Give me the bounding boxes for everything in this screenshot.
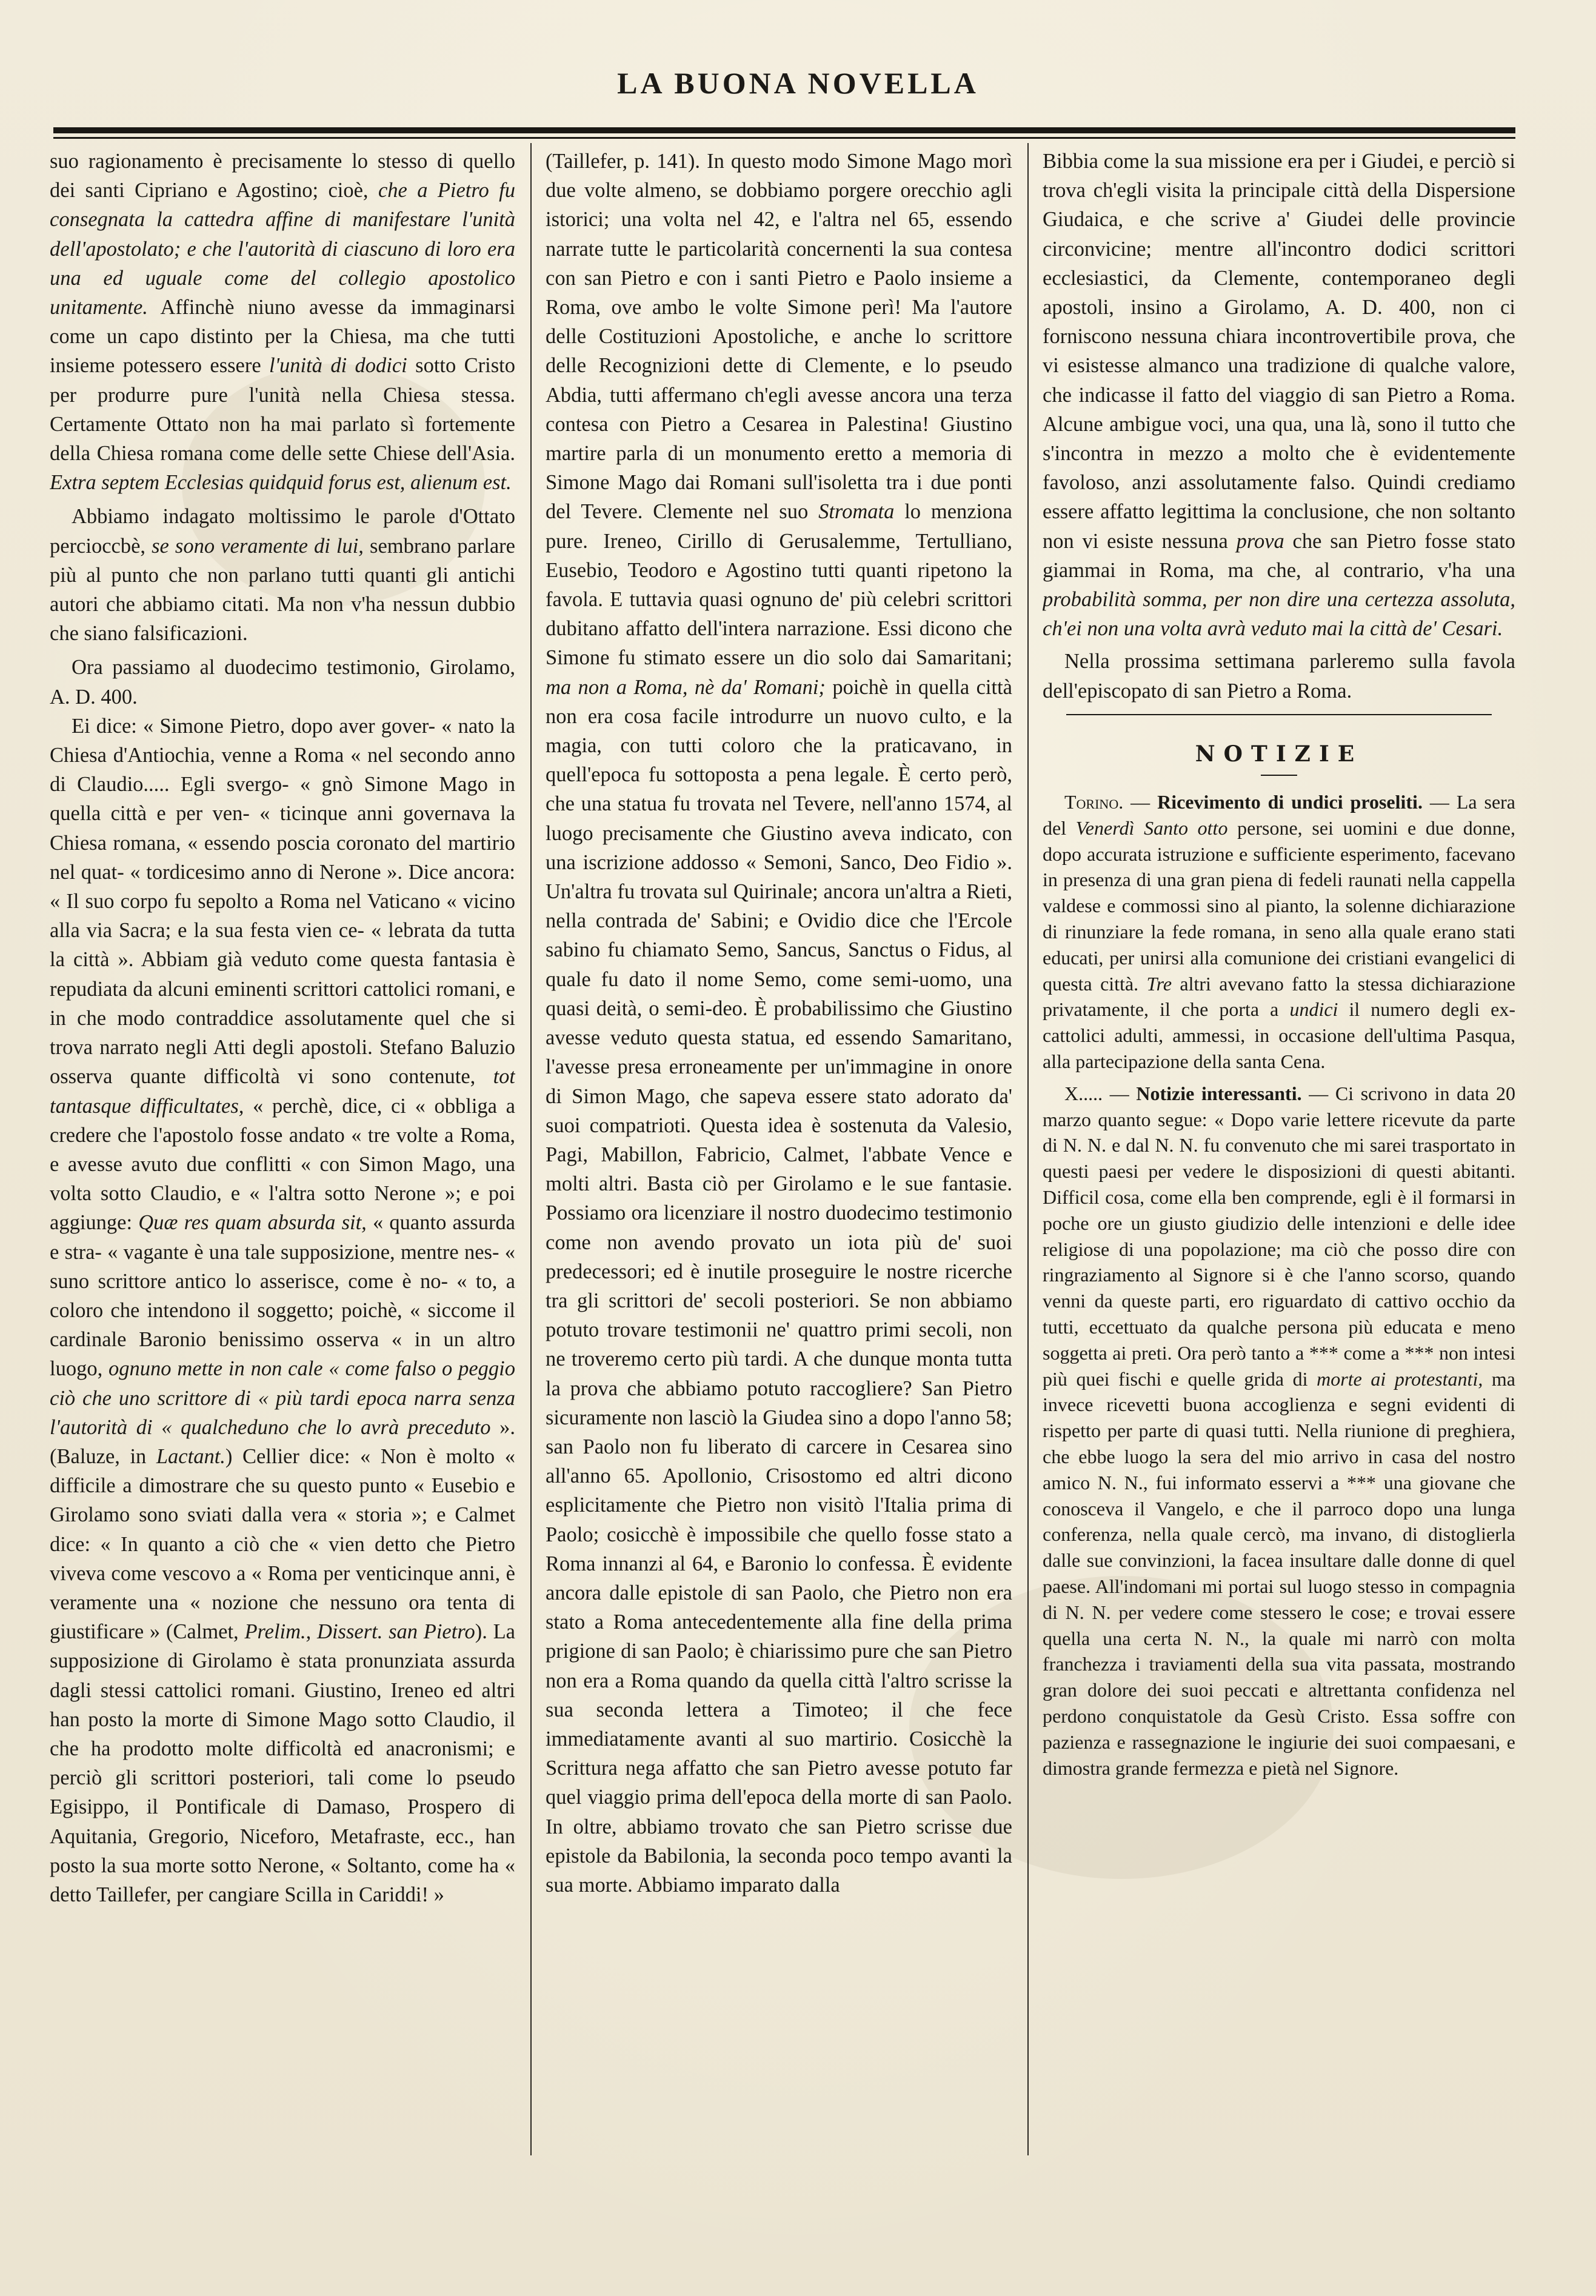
header-rule-thin xyxy=(53,137,1515,139)
column-divider xyxy=(530,143,532,2155)
news-headline: Ricevimento di undici proseliti. xyxy=(1157,791,1423,813)
article-column-3 xyxy=(1043,147,1515,2165)
paragraph: Abbiamo indagato moltissimo le parole d'Ottato percioccbè, se sono veramente di lui, sembrano parlare più al punto che non parlano tutti quanti gli antichi autori che abbiamo citati. Ma non v'ha nessun dubbio che siano falsificazioni. xyxy=(50,505,515,646)
paragraph: Ora passiamo al duodecimo testimonio, Girolamo, A. D. 400. xyxy=(50,656,515,709)
news-list xyxy=(1043,789,1515,1781)
column-divider xyxy=(1027,143,1029,2155)
article-column-2 xyxy=(546,147,1012,2165)
masthead-title: LA BUONA NOVELLA xyxy=(617,66,979,100)
header-rule-thick xyxy=(53,127,1515,133)
paragraph: suo ragionamento è precisamente lo stesso di quello dei santi Cipriano e Agostino; cioè, che a Pietro fu consegnata la cattedra affine di manifestare l'unità dell'apostolato; e che l'autorità di ciascuno di loro era una ed uguale come del collegio apostolico unitamente. Affinchè niuno avesse da immaginarsi come un capo distinto per la Chiesa, ma che tutti insieme potessero essere l'unità di dodici sotto Cristo per produrre pure l'unità nella Chiesa stessa. Certamente Ottato non ha mai parlato sì fortemente della Chiesa romana come delle sette Chiese dell'Asia. Extra septem Ecclesias quidquid forus est, alienum est. xyxy=(50,150,515,495)
section-title-notizie: NOTIZIE xyxy=(1195,741,1363,767)
news-headline: Notizie interessanti. xyxy=(1136,1082,1302,1104)
news-place: X..... xyxy=(1064,1082,1103,1104)
paragraph: Bibbia come la sua missione era per i Giudei, e perciò si trova ch'egli visita la principale città della Dispersione Giudaica, e che scrive a' Giudei delle provincie circonvicine; mentre all'incontro dodici scrittori ecclesiastici, da Clemente, contemporaneo degli apostoli, insino a Girolamo, A. D. 400, non ci forniscono nessuna chiara incontrovertibile prova, che vi esistesse almanco una tradizione di qualche valore, che indicasse il fatto del viaggio di san Pietro a Roma. Alcune ambigue voci, una qua, una là, sono il tutto che s'incontra in mezzo a molto che è evidentemente favoloso, anzi assolutamente falso. Quindi crediamo essere affatto legittima la conclusione, che non soltanto non vi esiste nessuna prova che san Pietro fosse stato giammai in Roma, ma che, al contrario, v'ha una probabilità somma, per non dire una certezza assoluta, ch'ei non una volta avrà veduto mai la città de' Cesari. xyxy=(1043,150,1515,641)
news-place: Torino. xyxy=(1064,791,1124,813)
paragraph: (Taillefer, p. 141). In questo modo Simone Mago morì due volte almeno, se dobbiamo porgere orecchio agli istorici; una volta nel 42, e l'altra nel 65, essendo narrate tutte le particolarità concernenti la sua contesa con san Pietro e con i santi Pietro e Paolo insieme a Roma, ove ambo le volte Simone perì! Ma l'autore delle Costituzioni Apostoliche, e anche lo scrittore delle Recognizioni dette di Clemente, e lo pseudo Abdia, tutti affermano ch'egli avesse ancora una terza contesa con Pietro a Cesarea in Palestina! Giustino martire parla di un monumento eretto a memoria di Simone Mago dai Romani sull'isoletta tra i due ponti del Tevere. Clemente nel suo Stromata lo menziona pure. Ireneo, Cirillo di Gerusalemme, Tertulliano, Eusebio, Teodoro e Agostino tutti quanti ripetono la favola. E tuttavia quasi ognuno de' più celebri scrittori dubitano affatto dell'intera narrazione. Essi dicono che Simone fu stimato essere un dio solo dai Samaritani; ma non a Roma, nè da' Romani; poichè in quella città non era cosa facile introdurre un nuovo culto, e la magia, con tutti coloro che la praticavano, in quell'epoca fu sottoposta a pena legale. È certo però, che una statua fu trovata nel Tevere, nell'anno 1574, al luogo precisamente che Giustino aveva indicato, con una iscrizione addosso « Semoni, Sanco, Deo Fidio ». Un'altra fu trovata sul Quirinale; ancora un'altra a Rieti, nella contrada de' Sabini; e Ovidio dice che l'Ercole sabino fu chiamato Semo, Sancus, Sanctus o Fidus, al quale fu dato il nome Semo, come semi-uomo, una quasi deità, o semi-deo. È probabilissimo che Giustino avesse veduto questa statua, ed essendo Samaritano, l'avesse presa erroneamente per un'immagine in onore di Simon Mago, che sapeva essere stato adorato da' suoi compatrioti. Questa idea è sostenuta da Valesio, Pagi, Mabillon, Fabricio, Calmet, l'abbate Vence e molti altri. Basta ciò per Girolamo e le sue fantasie. Possiamo ora licenziare il nostro duodecimo testimonio come non avendo provato un iota più de' suoi predecessori; ed è inutile proseguire le nostre ricerche tra gli scrittori de' secoli posteriori. Se non abbiamo potuto trovare testimonii ne' quattro primi secoli, non ne troveremo certo più tardi. A che dunque monta tutta la prova che abbiamo potuto raccogliere? San Pietro sicuramente non lasciò la Giudea sino a dopo l'anno 58; san Paolo non fu liberato di carcere in Cesarea sino all'anno 65. Apollonio, Crisostomo ed altri dicono esplicitamente che Pietro non visitò l'Italia prima di Paolo; cosicchè è impossibile che quello fosse stato a Roma innanzi al 64, e Baronio lo confessa. È evidente ancora dalle epistole di san Paolo, che Pietro non era stato a Roma antecedentemente alla fine della prima prigione di san Paolo; è chiarissimo pure che san Pietro non era a Roma quando da quella città l'altro scrisse la sua seconda lettera a Timoteo; il che fece immediatamente avanti al suo martirio. Cosicchè la Scrittura nega affatto che san Pietro avesse potuto far quel viaggio prima dell'epoca della morte di san Paolo. In oltre, abbiamo trovato che san Pietro scrisse due epistole da Babilonia, la seconda poco tempo avanti la sua morte. Abbiamo imparato dalla xyxy=(546,150,1012,1897)
section-subrule xyxy=(1261,775,1297,776)
article-column-1 xyxy=(50,147,515,2165)
news-item: X..... — Notizie interessanti. — Ci scrivono in data 20 marzo quanto segue: « Dopo varie lettere ricevute da parte di N. N. e dal N. N. fu convenuto che mi sarei trasportato in questi paesi per vedere le disposizioni di questi abitanti. Difficil cosa, come ella ben comprende, egli è il formarsi in poche ore un giusto giudizio delle intenzioni e delle idee religiose di una popolazione; ma ciò che posso dire con ringraziamento al Signore si è che l'anno scorso, quando venni da queste parti, ero riguardato di cattivo occhio da tutti, eccettuato da qualche persona più educata e meno soggetta ai preti. Ora però tanto a *** come a *** non intesi più quei fischi e quelle grida di morte ai protestanti, ma invece ricevetti buona accoglienza e segni evidenti di rispetto per parte di quasi tutti. Nella riunione di preghiera, che ebbe luogo la sera del mio arrivo in casa del nostro amico N. N., fui informato esservi a *** una giovane che conosceva il Vangelo, e che il parroco dopo una lunga conferenza, nella quale cercò, ma invano, di distoglierla dalle sue convinzioni, la facea insultare dalle donne di quel paese. All'indomani mi portai sul luogo stesso in compagnia di N. N. per vedere come stessero le cose; e trovai essere quella una certa N. N., la quale mi narrò con molta franchezza i traviamenti della sua vita passata, mostrando gran dolore dei suoi peccati e altrettanta confidenza nel perdono conquistatole da Gesù Cristo. Essa soffre con pazienza e rassegnazione le ingiurie dei suoi compaesani, e dimostra grande fermezza e pietà nel Signore. xyxy=(1043,1082,1515,1779)
paragraph: Nella prossima settimana parleremo sulla favola dell'episcopato di san Pietro a Roma. xyxy=(1043,650,1515,702)
paragraph: Ei dice: « Simone Pietro, dopo aver gover- « nato la Chiesa d'Antiochia, venne a Roma « nel secondo anno di Claudio..... Egli svergo- « gnò Simone Mago in quella città e per ven- « ticinque anni governava la Chiesa romana, « essendo poscia coronato del martirio nel quat- « tordicesimo anno di Nerone ». Dice ancora: « Il suo corpo fu sepolto a Roma nel Vaticano « vicino alla via Sacra; e la sua festa vien ce- « lebrata da tutta la città ». Abbiam già veduto come questa fantasia è repudiata da alcuni eminenti scrittori cattolici romani, e in che modo contraddice assolutamente quel che si trova narrato negli Atti degli apostoli. Stefano Baluzio osserva quante difficoltà vi sono contenute, tot tantasque difficultates, « perchè, dice, ci « obbliga a credere che l'apostolo fosse andato « tre volte a Roma, e avesse avuto due conflitti « con Simon Mago, una volta sotto Claudio, e « l'altra sotto Nerone »; e poi aggiunge: Quæ res quam absurda sit, « quanto assurda e stra- « vagante è una tale supposizione, mentre nes- « suno scrittore antico lo asserisce, come è no- « to, a coloro che intendono il soggetto; poichè, « siccome il cardinale Baronio benissimo osserva « in un altro luogo, ognuno mette in non cale « come falso o peggio ciò che uno scrittore di « più tardi epoca narra senza l'autorità di « qualcheduno che lo avrà preceduto ». (Baluze, in Lactant.) Cellier dice: « Non è molto « difficile a dimostrare che su questo punto « Eusebio e Girolamo sono sviati dalla vera « storia »; e Calmet dice: « In quanto a ciò che « vien detto che Pietro viveva come vescovo a « Roma per venticinque anni, è veramente una « nozione che nessuno ora tenta di giustificare » (Calmet, Prelim., Dissert. san Pietro). La supposizione di Girolamo è stata pronunziata assurda dagli stessi cattolici romani. Giustino, Ireneo ed altri han posto la morte di Simone Mago sotto Claudio, il che ha prodotto molte difficoltà ed anacronismi; e perciò gli scrittori posteriori, tali come lo pseudo Egisippo, il Pontificale di Damaso, Prospero di Aquitania, Gregorio, Niceforo, Metafraste, ecc., han posto la sua morte sotto Nerone, « Soltanto, come ha « detto Taillefer, per cangiare Scilla in Cariddi! » xyxy=(50,714,515,1906)
section-rule xyxy=(1066,714,1492,715)
news-item: Torino. — Ricevimento di undici proseliti. — La sera del Venerdì Santo otto persone, sei uomini e due donne, dopo accurata istruzione e sufficiente esperimento, facevano in presenza di una gran piena di fedeli raunati nella cappella valdese e commossi sino al pianto, la solenne dichiarazione di rinunziare la fede romana, in seno alla quale erano stati educati, per unirsi alla comunione dei cristiani evangelici di questa città. Tre altri avevano fatto la stessa dichiarazione privatamente, il che porta a undici il numero degli ex-cattolici adulti, ammessi, in occasione dell'ultima Pasqua, alla partecipazione della santa Cena. xyxy=(1043,791,1515,1073)
